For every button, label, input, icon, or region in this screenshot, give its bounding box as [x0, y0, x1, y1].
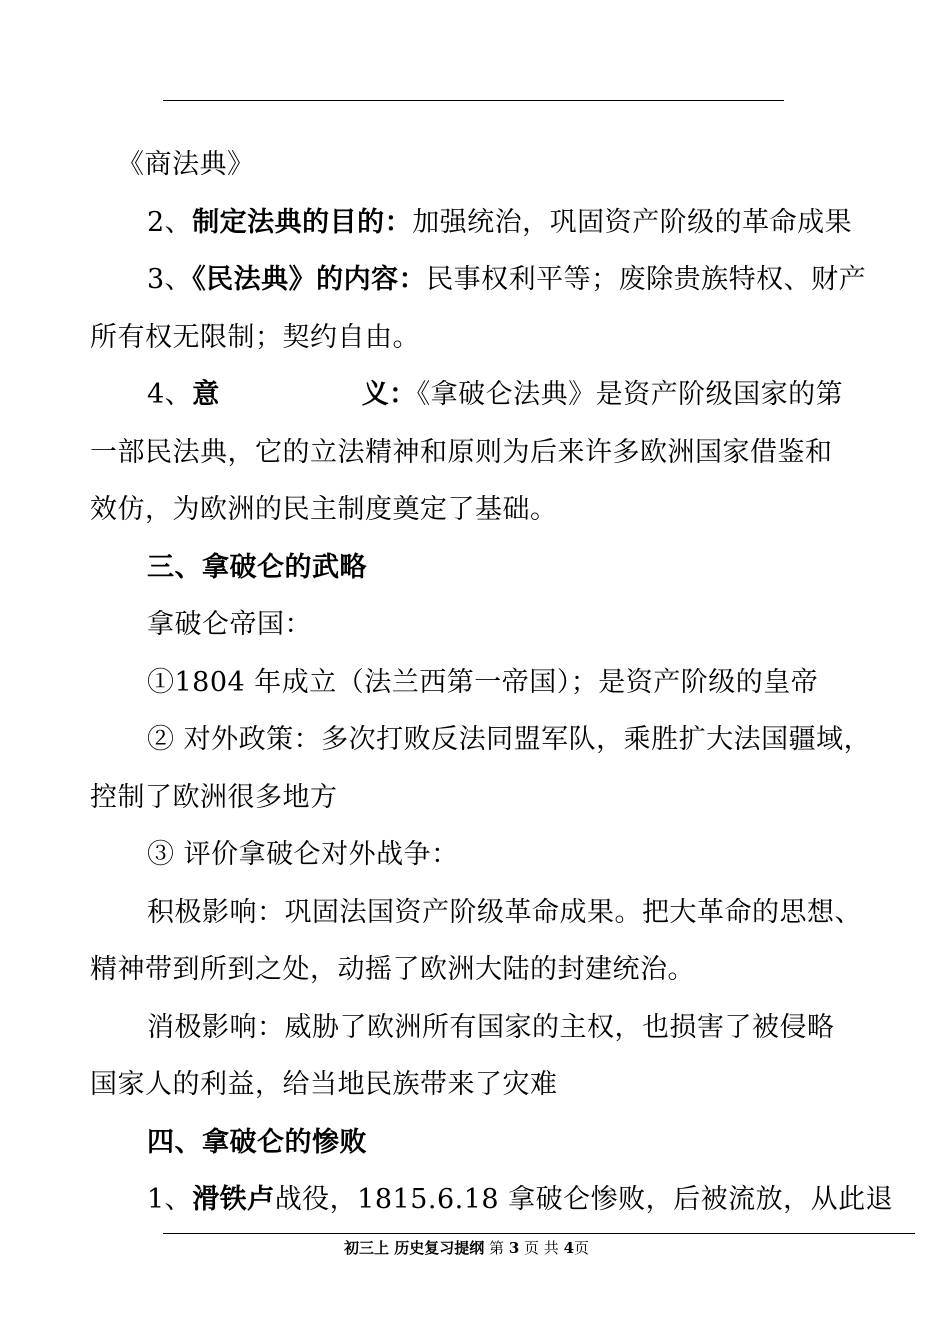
footer-page-suffix: 页 — [574, 1239, 590, 1257]
paragraph-significance-cont1 — [90, 424, 880, 482]
paragraph-significance — [90, 366, 880, 424]
paragraph-civil-code-content-cont — [90, 309, 880, 367]
empire-item-1: ①1804 年成立（法兰西第一帝国）；是资产阶级的皇帝 — [147, 666, 819, 698]
paragraph-civil-code-content — [90, 251, 880, 309]
empire-label: 拿破仑帝国： — [147, 609, 312, 640]
footer-title: 初三上 历史复习提纲 — [344, 1239, 485, 1257]
significance-text-cont2: 效仿，为欧洲的民主制度奠定了基础。 — [90, 494, 558, 525]
section-heading-defeat: 四、拿破仑的惨败 — [147, 1126, 367, 1158]
paragraph-significance-cont2 — [90, 481, 880, 539]
content-text-cont: 所有权无限制；契约自由。 — [90, 321, 420, 353]
purpose-number: 2、 — [147, 206, 193, 238]
page-footer — [344, 1238, 589, 1258]
significance-text: 《拿破仑法典》是资产阶级国家的第 — [416, 379, 844, 410]
paragraph-waterloo — [90, 1171, 894, 1229]
content-text: 民事权利平等；废除贵族特权、财产 — [426, 264, 867, 295]
positive-impact: 积极影响：巩固法国资产阶级革命成果。把大革命的思想、 — [147, 896, 862, 928]
positive-impact-cont: 精神带到所到之处，动摇了欧洲大陆的封建统治。 — [90, 954, 695, 985]
footer-page-total: 4 — [563, 1239, 575, 1257]
purpose-text: 加强统治，巩固资产阶级的革命成果 — [412, 206, 853, 238]
document-body — [90, 136, 894, 1229]
commercial-code-text: 《商法典》 — [117, 149, 255, 180]
significance-text-cont1: 一部民法典，它的立法精神和原则为后来许多欧洲国家借鉴和 — [90, 436, 833, 468]
waterloo-heading: 滑铁卢 — [192, 1184, 275, 1215]
empire-item-2-cont: 控制了欧洲很多地方 — [90, 781, 338, 813]
paragraph-commercial-code — [90, 136, 880, 194]
content-heading: 《民法典》的内容： — [192, 264, 427, 295]
paragraph-purpose — [90, 194, 880, 252]
empire-item-3: ③ 评价拿破仑对外战争： — [147, 839, 459, 870]
waterloo-number: 1、 — [147, 1184, 193, 1215]
footer-page-mid: 页 共 — [524, 1239, 559, 1257]
footer-page-current: 3 — [508, 1239, 520, 1257]
section-heading-military: 三、拿破仑的武略 — [147, 551, 367, 583]
waterloo-text: 战役，1815.6.18 拿破仑惨败，后被流放，从此退 — [274, 1184, 894, 1215]
significance-heading-a: 意 — [192, 379, 220, 410]
purpose-heading: 制定法典的目的： — [192, 206, 413, 238]
content-number: 3、 — [147, 264, 193, 295]
significance-heading-b: 义： — [361, 379, 417, 410]
footer-rule — [163, 1233, 915, 1234]
negative-impact: 消极影响：威胁了欧洲所有国家的主权，也损害了被侵略 — [147, 1011, 835, 1043]
negative-impact-cont: 国家人的利益，给当地民族带来了灾难 — [90, 1069, 558, 1100]
header-rule — [163, 100, 784, 101]
significance-number: 4、 — [147, 379, 193, 410]
empire-item-2: ② 对外政策：多次打败反法同盟军队，乘胜扩大法国疆域， — [147, 724, 872, 755]
footer-page-prefix: 第 — [489, 1239, 505, 1257]
